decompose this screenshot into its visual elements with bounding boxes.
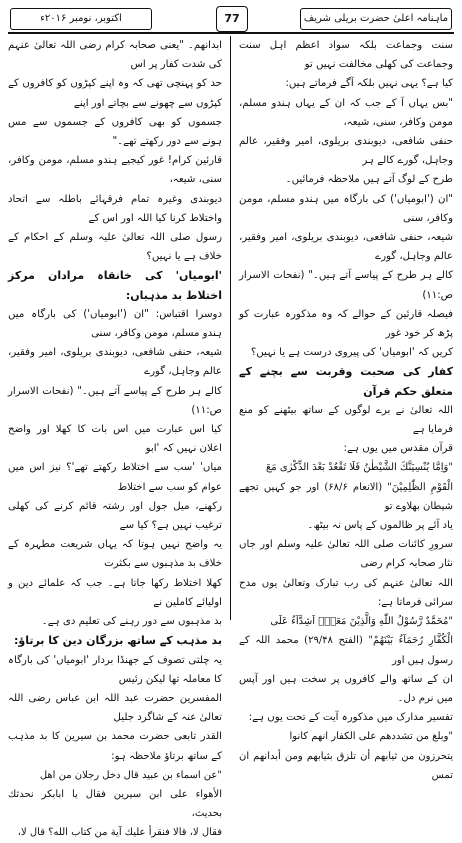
section-heading: کفار کی صحبت وقربت سے بچنے کے متعلق حکم قرآن — [239, 365, 453, 398]
text-line: دوسرا اقتباس: "ان ('ابومیاں') کی بارگاہ میں ہندو مسلم، مومن وکافر، سنی — [8, 308, 222, 340]
text-line: کالے ہر طرح کے پیاسے آتے ہیں۔" (نفحات الاسرار ص:۱۱) — [8, 385, 222, 416]
issue-date: اکتوبر، نومبر ۲۰۱۶ء — [10, 8, 152, 30]
text-line: یاد آئے پر ظالموں کے پاس نہ بیٹھ۔ — [307, 520, 453, 532]
section-heading: 'ابومیاں' کی خانقاہ مرادان مرکز اختلاط بد مذہباں: — [8, 269, 222, 302]
arabic-line: يتحرزون من ثيابهم أن تلزق بثيابهم ومن أبدانهم ان تمس — [239, 750, 453, 781]
header-rule — [8, 32, 454, 34]
quran-line: الْكُفَّارِ رُحَمَآءُ بَیْنَهُمْ" (الفتح ۲۹/۴۸) محمد اللہ کے رسول ہیں اور — [239, 635, 453, 666]
text-line: کیا اس عبارت میں اس بات کا کھلا اور واضح اعلان نہیں کہ 'ابو — [8, 424, 222, 455]
left-column — [8, 36, 222, 839]
text-line: یہ چلتی تصوف کے جھنڈا بردار 'ابومیاں' کی بارگاہ کا معاملہ تھا لیکن رئیس — [8, 654, 222, 685]
text-line: سنت وجماعت بلکہ سواد اعظم اہل سنت وجماعت کی کھلی مخالفت نہیں تو — [239, 40, 453, 71]
text-line: اللہ تعالیٰ نے برے لوگوں کے ساتھ بیٹھنے کو منع فرمایا ہے — [239, 404, 453, 436]
quote-line: کالے ہر طرح کے پیاسے آتے ہیں۔" (نفحات الاسرار ص:۱۱) — [239, 270, 453, 301]
text-line: ابدانهم۔ "یعنی صحابہ کرام رضی اللہ تعالیٰ عنہم کی شدت کفار پر اس — [8, 40, 222, 71]
text-line: میاں' 'سب سے اختلاط رکھتے تھے'؟ نیز اس میں عوام کو سب سے اختلاط — [8, 462, 222, 493]
quran-line: "وَاِمَّا یُنْسِیَنَّكَ الشَّیْطٰنُ فَلَا تَقْعُدْ بَعْدَ الذِّكْرٰی مَعَ — [265, 462, 453, 474]
text-line: حد کو پہنچی تھی کہ وہ اپنے کپڑوں کو کافروں کے کپڑوں سے چھونے سے بچاتے اور اپنے — [8, 78, 222, 109]
text-line: شیعہ، حنفی شافعی، دیوبندی بریلوی، امیر وفقیر، عالم وجاہل، گورے — [8, 347, 222, 378]
arabic-line: فقال لا، قالا فنقرأ عليك آية من كتاب الله؟ قال لا، — [17, 827, 222, 839]
magazine-title: ماہنامہ اعلیٰ حضرت بریلی شریف — [300, 8, 452, 30]
arabic-line: الأهواء على ابن سيرين فقال يا ابابكر نحدثك بحديث، — [8, 788, 222, 820]
text-line: رکھنے، میل جول اور رشتہ قائم کرنے کی کھلی ترغیب نہیں ہے؟ کیا سے — [8, 500, 222, 532]
quran-line: الْقَوْمِ الظّٰلِمِیْنَ" (الانعام ۶۸/۶) اور جو کہیں تجھے شیطان بھلاوے تو — [239, 481, 454, 512]
column-divider — [230, 36, 231, 620]
quran-line: "مُحَمَّدٌ رَّسُوْلُ اللّٰهِ وَالَّذِیْنَ مَعَهٗۤ اَشِدَّآءُ عَلَی — [270, 616, 453, 628]
text-line: کریں کہ 'ابومیاں' کی پیروی درست ہے یا نہیں؟ — [250, 347, 453, 359]
section-heading: بد مذہب کے ساتھ بزرگان دین کا برتاؤ: — [13, 634, 222, 648]
right-column — [239, 36, 454, 781]
text-line: کھلا اختلاط رکھا جاتا ہے۔ جب کہ علمائے دین و اولیائے کاملین نے — [8, 577, 222, 608]
text-line: "بس یہاں آ کے جب کہ ان کے یہاں ہندو مسلم، مومن وکافر، سنی، شیعہ، — [239, 97, 453, 128]
text-line: تفسیر مدارک میں مذکورہ آیت کے تحت یوں ہے: — [248, 712, 453, 724]
text-line: قرآن مقدس میں یوں ہے: — [343, 443, 453, 455]
quote-line: شیعہ، حنفی شافعی، دیوبندی بریلوی، امیر وفقیر، عالم وجاہل، گورے — [239, 232, 453, 263]
text-line: بد مذہبوں سے دور رہنے کی تعلیم دی ہے۔ — [41, 616, 222, 628]
page-number: 77 — [216, 6, 248, 32]
text-line: قارئین کرام! غور کیجیے ہندو مسلم، مومن وکافر، سنی، شیعہ، — [8, 155, 222, 186]
arabic-line: "وبلغ من تشددهم على الكفار انهم كانوا — [289, 731, 453, 743]
text-line: المفسرین حضرت عبد اللہ ابن عباس رضی اللہ تعالیٰ عنہ کے شاگرد جلیل — [8, 692, 222, 724]
text-line: فیصلہ قارئین کے حوالے کہ وہ مذکورہ عبارت کو پڑھ کر خود غور — [239, 308, 453, 340]
text-line: سرورِ کائنات صلی اللہ تعالیٰ علیہ وسلم اور جاں نثار صحابہ کرام رضی — [239, 539, 453, 570]
page-header — [10, 6, 452, 32]
text-line: کیا ہے؟ یہی نہیں بلکہ آگے فرماتے ہیں: — [285, 78, 453, 90]
text-line: یہ واضح نہیں ہوتا کہ یہاں شریعت مطہرہ کے خلاف بد مذہبوں سے بکثرت — [8, 539, 222, 570]
text-line: رسول صلی اللہ تعالیٰ علیہ وسلم کے احکام کے خلاف ہے یا نہیں؟ — [8, 232, 222, 263]
text-line: طرح کے لوگ آتے ہیں ملاحظہ فرمائیں۔ — [285, 174, 453, 186]
text-line: اللہ تعالیٰ عنہم کی رب تبارک وتعالیٰ یوں مدح سرائی فرماتا ہے: — [239, 577, 453, 608]
text-line: جسموں کو بھی کافروں کے جسموں سے مس ہونے سے دور رکھتے تھے۔" — [8, 116, 222, 148]
text-line: ان کے ساتھ والے کافروں پر سخت ہیں اور آپس میں نرم دل۔ — [239, 673, 453, 704]
quote-line: "ان ('ابومیاں') کی بارگاہ میں ہندو مسلم، مومن وکافر، سنی — [239, 193, 453, 224]
arabic-line: "عن اسماء بن عبيد قال دخل رجلان من اهل — [39, 769, 222, 781]
text-line: حنفی شافعی، دیوبندی بریلوی، امیر وفقیر، عالم وجاہل، گورے کالے ہر — [239, 136, 453, 167]
text-line: القدر تابعی حضرت محمد بن سیرین کا بد مذہب کے ساتھ برتاؤ ملاحظہ ہو: — [8, 731, 222, 762]
text-line: دیوبندی وغیرہ تمام فرقہائے باطلہ سے اتحاد واختلاط کرنا کیا اللہ اور اس کے — [8, 193, 222, 224]
